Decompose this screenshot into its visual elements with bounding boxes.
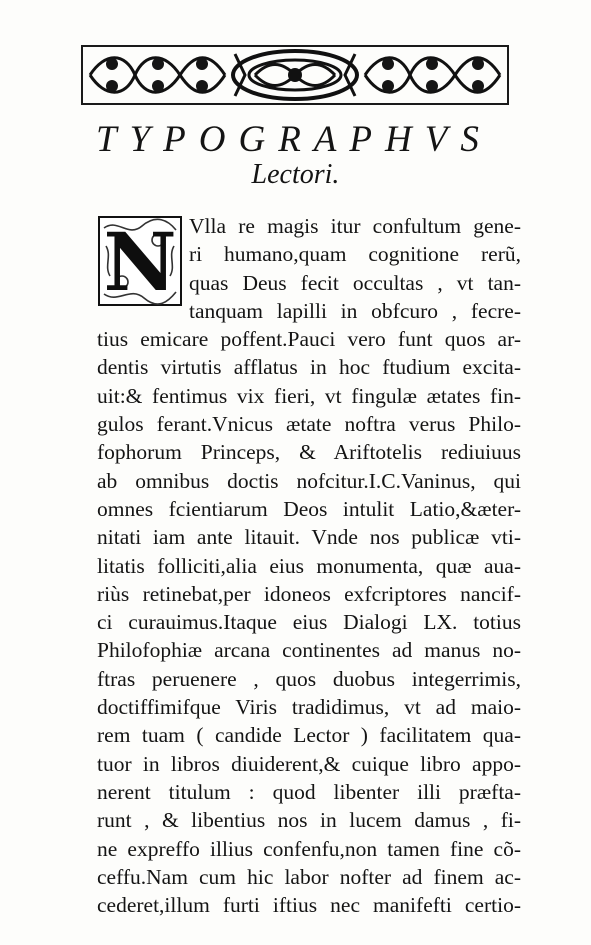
text-line: fophorum Princeps, & Ariftotelis rediuiuus <box>97 440 521 465</box>
text-line: nerent titulum : quod libenter illi præfta- <box>97 779 521 804</box>
body-text <box>97 212 521 919</box>
page-subtitle: Lectori. <box>251 159 340 190</box>
text-line: dentis virtutis afflatus in hoc ftudium excita- <box>97 355 521 380</box>
text-line: tius emicare poffent.Pauci vero funt quos ar- <box>97 327 521 352</box>
text-line: tanquam lapilli in obfcuro , fecre- <box>189 298 521 323</box>
text-line: ceffu.Nam cum hic labor nofter ad finem ac- <box>97 864 521 889</box>
svg-text:N: N <box>103 216 177 306</box>
text-line: omnes fcientiarum Deos intulit Latio,&æter- <box>97 496 521 521</box>
text-line: litatis folliciti,alia eius monumenta, quæ aua- <box>97 553 521 578</box>
text-line: tuor in libros diuiderent,& cuique libro appo- <box>97 751 521 776</box>
text-line: uit:& fentimus vix fieri, vt fingulæ ætates fin- <box>97 383 521 408</box>
text-line: nitati iam ante litauit. Vnde nos publicæ vti- <box>97 525 521 550</box>
ornamental-headpiece <box>80 44 510 106</box>
text-line: quas Deus fecit occultas , vt tan- <box>189 270 521 295</box>
text-line: rem tuam ( candide Lector ) facilitatem qua- <box>97 723 521 748</box>
text-line: ri humano,quam cognitione rerũ, <box>189 242 521 267</box>
text-line: Philofophiæ arcana continentes ad manus no- <box>97 638 521 663</box>
text-line: ne expreffo illius confenfu,non tamen fine cõ- <box>97 836 521 861</box>
text-line: ftras peruenere , quos duobus integerrimis, <box>97 666 521 691</box>
page-title: TYPOGRAPHVS <box>96 119 492 160</box>
text-line: runt , & libentius nos in lucem damus , fi- <box>97 808 521 833</box>
text-line: ab omnibus doctis nofcitur.I.C.Vaninus, qui <box>97 468 521 493</box>
text-line: Vlla re magis itur confultum gene- <box>189 214 521 238</box>
text-line: cederet,illum furti iftius nec manifefti certio- <box>97 893 521 918</box>
text-line: ci curauimus.Itaque eius Dialogi LX. totius <box>97 610 521 635</box>
text-line: doctiffimifque Viris tradidimus, vt ad maio- <box>97 695 521 720</box>
text-line: gulos ferant.Vnicus ætate noftra verus Philo- <box>97 412 521 437</box>
text-line: riùs retinebat,per idoneos exfcriptores nancif- <box>97 581 521 606</box>
